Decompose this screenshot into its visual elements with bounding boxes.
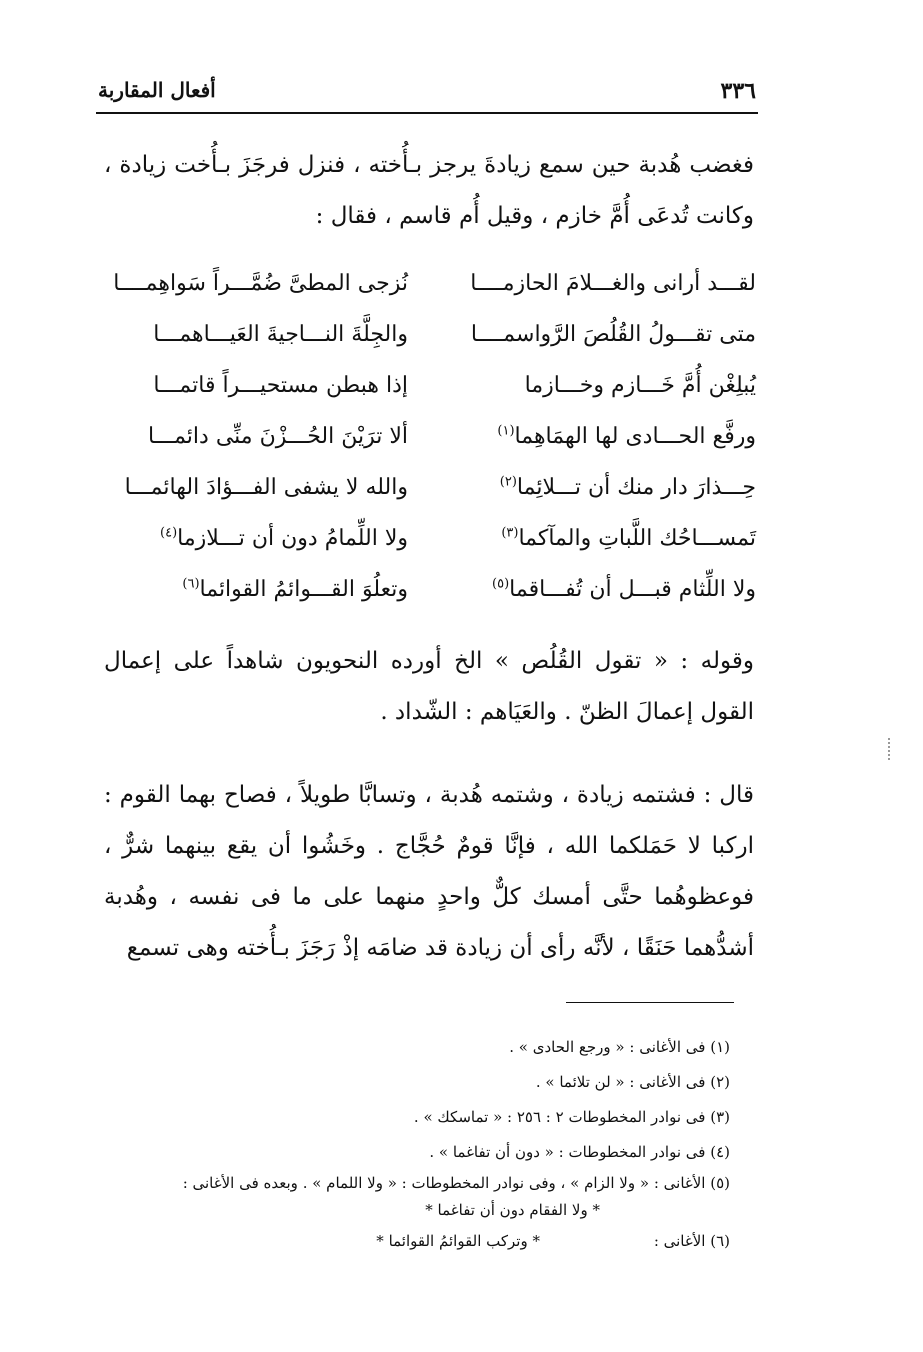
verse-second-hemistich xyxy=(108,513,408,564)
footnote-marker: (٤) xyxy=(160,525,178,541)
hemistich-text: حِـــذارَ دار منك أن تـــلائِما xyxy=(516,475,756,500)
hemistich-text: والجِلَّةَ النـــاجيةَ العَيـــاهمـــا xyxy=(153,322,408,347)
verse-first-hemistich xyxy=(446,360,756,411)
footnote-2: (٢) فى الأغانى : « لن تلائما » . xyxy=(535,1073,730,1091)
verse-second-hemistich xyxy=(108,564,408,615)
verse-second-hemistich xyxy=(108,309,408,360)
hemistich-text: ألا ترَيْنَ الحُـــزْنَ منِّى دائمـــا xyxy=(148,424,408,449)
hemistich-text: تَمســـاحُك اللَّباتِ والمآكما xyxy=(518,526,756,551)
footnote-marker: (٣) xyxy=(501,525,519,541)
footnote-6-verse: * وتركب القوائمُ القوائما * xyxy=(376,1232,540,1250)
verse-first-hemistich xyxy=(446,564,756,615)
footnote-marker: (٢) xyxy=(499,474,517,490)
running-title: أفعال المقاربة xyxy=(98,78,216,102)
hemistich-text: نُزجى المطىَّ ضُمَّـــراً سَواهِمــــا xyxy=(113,271,408,296)
footnote-marker: (٦) xyxy=(182,576,200,592)
footnote-marker: (١) xyxy=(497,423,515,439)
paragraph-narrative: قال : فشتمه زيادة ، وشتمه هُدبة ، وتسابَّا طويلاً ، فصاح بهما القوم : اركبا لا حَمَلكما الله ، فإنَّا قومٌ حُجَّاج . وخَشُوا أن يقع بينهما شرٌّ ، فوعظوهُما حتَّى أمسك كلٌّ واحدٍ منهما على ما فى نفسه ، وهُدبة أشدُّهما حَنَقًا ، لأنَّه رأى أن زيادة قد ضامَه إذْ رَجَزَ بـأُخته وهى تسمع xyxy=(104,782,754,961)
footnote-marker: (٥) xyxy=(492,576,510,592)
verse-second-hemistich xyxy=(108,462,408,513)
footnote-1: (١) فى الأغانى : « ورجع الحادى » . xyxy=(509,1038,730,1056)
hemistich-text: إذا هبطن مستحيـــراً قاتمـــا xyxy=(153,373,408,398)
footnote-6-lead: (٦) الأغانى : xyxy=(653,1232,730,1250)
footnote-5-verse: * ولا الفقام دون أن تفاغما * xyxy=(425,1201,600,1219)
footnote-5: (٥) الأغانى : « ولا الزام » ، وفى نوادر المخطوطات : « ولا اللمام » . وبعده فى الأغانى : xyxy=(182,1174,730,1192)
verse-first-hemistich xyxy=(446,258,756,309)
footnote-3: (٣) فى نوادر المخطوطات ٢ : ٢٥٦ : « تماسكك » . xyxy=(413,1108,730,1126)
verse-second-hemistich xyxy=(108,360,408,411)
hemistich-text: يُبلِغْن أُمَّ خَـــازم وخـــازما xyxy=(524,373,756,398)
poem-verse xyxy=(108,513,756,564)
footnotes xyxy=(110,1030,730,1259)
poem-verse xyxy=(108,360,756,411)
verse-first-hemistich xyxy=(446,309,756,360)
poem-verse xyxy=(108,564,756,615)
poem-verse xyxy=(108,411,756,462)
footnote-6 xyxy=(110,1224,730,1259)
footnote-4: (٤) فى نوادر المخطوطات : « دون أن تفاغما » . xyxy=(429,1143,730,1161)
margin-mark xyxy=(888,738,892,760)
verse-first-hemistich xyxy=(446,411,756,462)
paragraph-intro: فغضب هُدبة حين سمع زيادةَ يرجز بـأُخته ، فنزل فرجَزَ بـأُخت زيادة ، وكانت تُدعَى أُمَّ خازم ، وقيل أُم قاسم ، فقال : xyxy=(104,152,754,229)
poem-verse xyxy=(108,462,756,513)
paragraph-commentary: وقوله : « تقول القُلُص » الخ أورده النحويون شاهداً على إعمال القول إعمالَ الظنّ . والعَيَاهم : الشّداد . xyxy=(104,648,754,725)
footnote-separator xyxy=(566,1002,734,1003)
hemistich-text: ورفَّع الحـــادى لها الهمَاهِما xyxy=(514,424,756,449)
verse-first-hemistich xyxy=(446,462,756,513)
verse-second-hemistich xyxy=(108,411,408,462)
verse-second-hemistich xyxy=(108,258,408,309)
hemistich-text: وتعلُوَ القـــوائمُ القوائما xyxy=(199,577,408,602)
page-number: ٣٣٦ xyxy=(720,78,756,104)
hemistich-text: متى تقـــولُ القُلُصَ الرَّواسمــــا xyxy=(470,322,756,347)
hemistich-text: والله لا يشفى الفـــؤادَ الهائمـــا xyxy=(124,475,408,500)
poem xyxy=(108,258,756,615)
hemistich-text: لقـــد أرانى والغـــلامَ الحازمــــا xyxy=(470,271,756,296)
page-header xyxy=(96,68,758,114)
hemistich-text: ولا اللِّمامُ دون أن تـــلازما xyxy=(177,526,408,551)
verse-first-hemistich xyxy=(446,513,756,564)
hemistich-text: ولا اللِّثام قبـــل أن تُفـــاقما xyxy=(509,577,756,602)
poem-verse xyxy=(108,309,756,360)
poem-verse xyxy=(108,258,756,309)
